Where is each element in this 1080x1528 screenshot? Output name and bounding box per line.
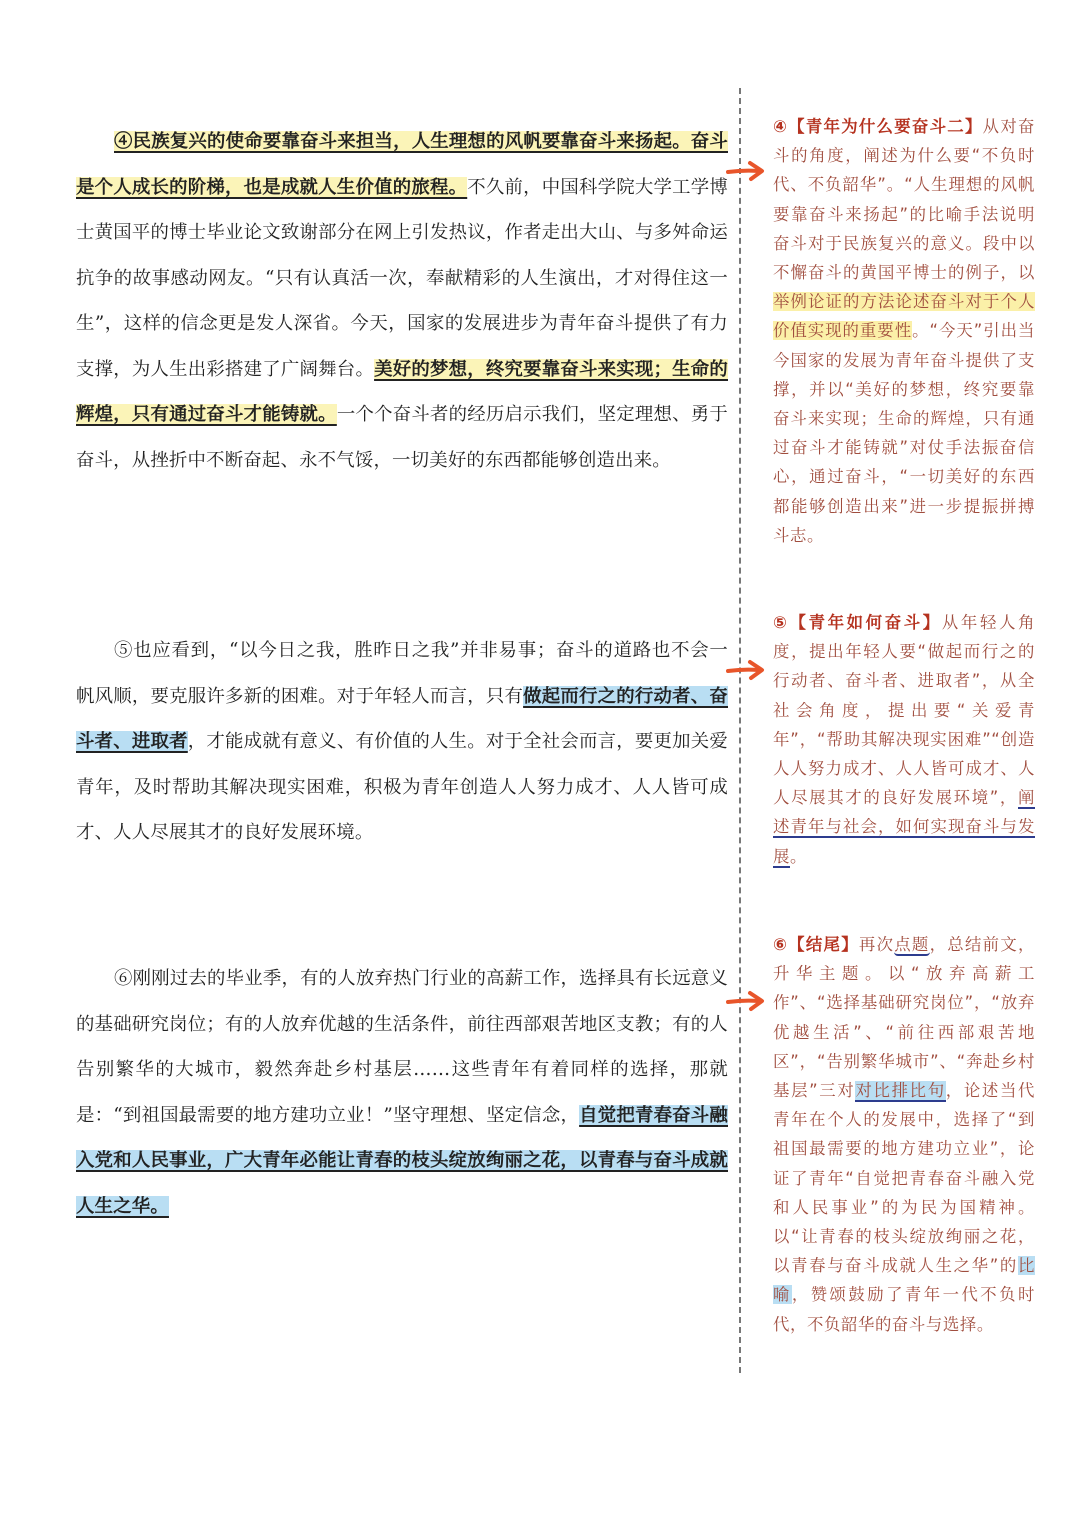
arrow-icon (726, 160, 766, 182)
para4-key-sentence-1: ④民族复兴的使命要靠奋斗来担当，人生理想的风帆要靠奋斗来扬起。奋斗是个人成长的阶梯，也是成就人生价值的旅程。 (76, 131, 728, 198)
para5-text-1: ⑤也应看到，“以今日之我，胜昨日之我”并非易事；奋斗的道路也不会一帆风顺，要克服许多新的困难。对于年轻人而言，只有 (76, 640, 728, 707)
para4-text-1: 不久前，中国科学院大学工学博士黄国平的博士毕业论文致谢部分在网上引发热议，作者走出大山、与多舛命运抗争的故事感动网友。“只有认真活一次，奉献精彩的人生演出，才对得住这一生”，这样的信念更是发人深省。今天，国家的发展进步为青年奋斗提供了有力支撑，为人生出彩搭建了广阔舞台。 (76, 176, 728, 380)
margin-note-5 (773, 608, 1035, 871)
note6-highlight-1: 对比排比句 (855, 1081, 946, 1101)
note5-text-2: 。 (790, 846, 807, 866)
note4-heading: ④【青年为什么要奋斗二】 (773, 117, 983, 136)
arrow-icon (726, 659, 766, 681)
para6-text-1: ⑥刚刚过去的毕业季，有的人放弃热门行业的高薪工作，选择具有长远意义的基础研究岗位；有的人放弃优越的生活条件，前往西部艰苦地区支教；有的人告别繁华的大城市，毅然奔赴乡村基层……这些青年有着同样的选择，那就是：“到祖国最需要的地方建功立业！”坚守理想、坚定信念， (76, 968, 728, 1126)
para6-key-sentence: 自觉把青春奋斗融入党和人民事业，广大青年必能让青春的枝头绽放绚丽之花，以青春与奋斗成就人生之华。 (76, 1104, 728, 1217)
note4-text-1: 从对奋斗的角度，阐述为什么要“不负时代、不负韶华”。“人生理想的风帆要靠奋斗来扬起”的比喻手法说明奋斗对于民族复兴的意义。段中以不懈奋斗的黄国平博士的例子，以 (773, 117, 1035, 283)
note6-circled: 点题 (894, 935, 930, 954)
note6-text-4: ，赞颂鼓励了青年一代不负时代，不负韶华的奋斗与选择。 (773, 1285, 1035, 1334)
note6-heading: ⑥【结尾】 (773, 935, 859, 954)
para5-text-2: ，才能成就有意义、有价值的人生。对于全社会而言，要更加关爱青年，及时帮助其解决现实困难，积极为青年创造人人努力成才、人人皆可成才、人人尽展其才的良好发展环境。 (76, 731, 728, 843)
para5-key-phrase: 做起而行之的行动者、奋斗者、进取者 (76, 685, 728, 752)
note4-text-2: 。“今天”引出当今国家的发展为青年奋斗提供了支撑，并以“美好的梦想，终究要靠奋斗来实现；生命的辉煌，只有通过奋斗才能铸就”对仗手法振奋信心，通过奋斗，“一切美好的东西都能够创造出来”进一步提振拼搏斗志。 (773, 321, 1035, 545)
arrow-icon (726, 990, 766, 1012)
note6-highlight-2: 比喻 (773, 1256, 1035, 1305)
margin-divider (739, 88, 741, 1373)
paragraph-6 (76, 956, 728, 1229)
margin-note-4 (773, 112, 1035, 550)
note4-highlight: 举例论证的方法论述奋斗对于个人价值实现的重要性 (773, 292, 1035, 341)
note5-heading: ⑤【青年如何奋斗】 (773, 613, 942, 632)
para4-text-2: 一个个奋斗者的经历启示我们，坚定理想、勇于奋斗，从挫折中不断奋起、永不气馁，一切美好的东西都能够创造出来。 (76, 404, 728, 471)
note5-text-1: 从年轻人角度，提出年轻人要“做起而行之的行动者、奋斗者、进取者”，从全社会角度，提出要“关爱青年”，“帮助其解决现实困难”“创造人人努力成才、人人皆可成才、人人尽展其才的良好发展环境”， (773, 613, 1036, 808)
margin-note-6 (773, 930, 1035, 1339)
note6-text-1: 再次 (858, 935, 895, 954)
note6-text-2: ，总结前文，升华主题。以“放弃高薪工作”、“选择基础研究岗位”，“放弃优越生活”、“前往西部艰苦地区”，“告别繁华城市”、“奔赴乡村基层”三对 (773, 935, 1035, 1101)
para4-key-sentence-2: 美好的梦想，终究要靠奋斗来实现；生命的辉煌，只有通过奋斗才能铸就。 (76, 358, 728, 425)
paragraph-5 (76, 628, 728, 856)
note5-underline: 阐述青年与社会，如何实现奋斗与发展 (773, 788, 1035, 866)
paragraph-4 (76, 119, 728, 483)
note6-text-3: ，论述当代青年在个人的发展中，选择了“到祖国最需要的地方建功立业”，论证了青年“自觉把青春奋斗融入党和人民事业”的为民为国精神。以“让青春的枝头绽放绚丽之花，以青春与奋斗成就人生之华”的 (773, 1081, 1036, 1276)
